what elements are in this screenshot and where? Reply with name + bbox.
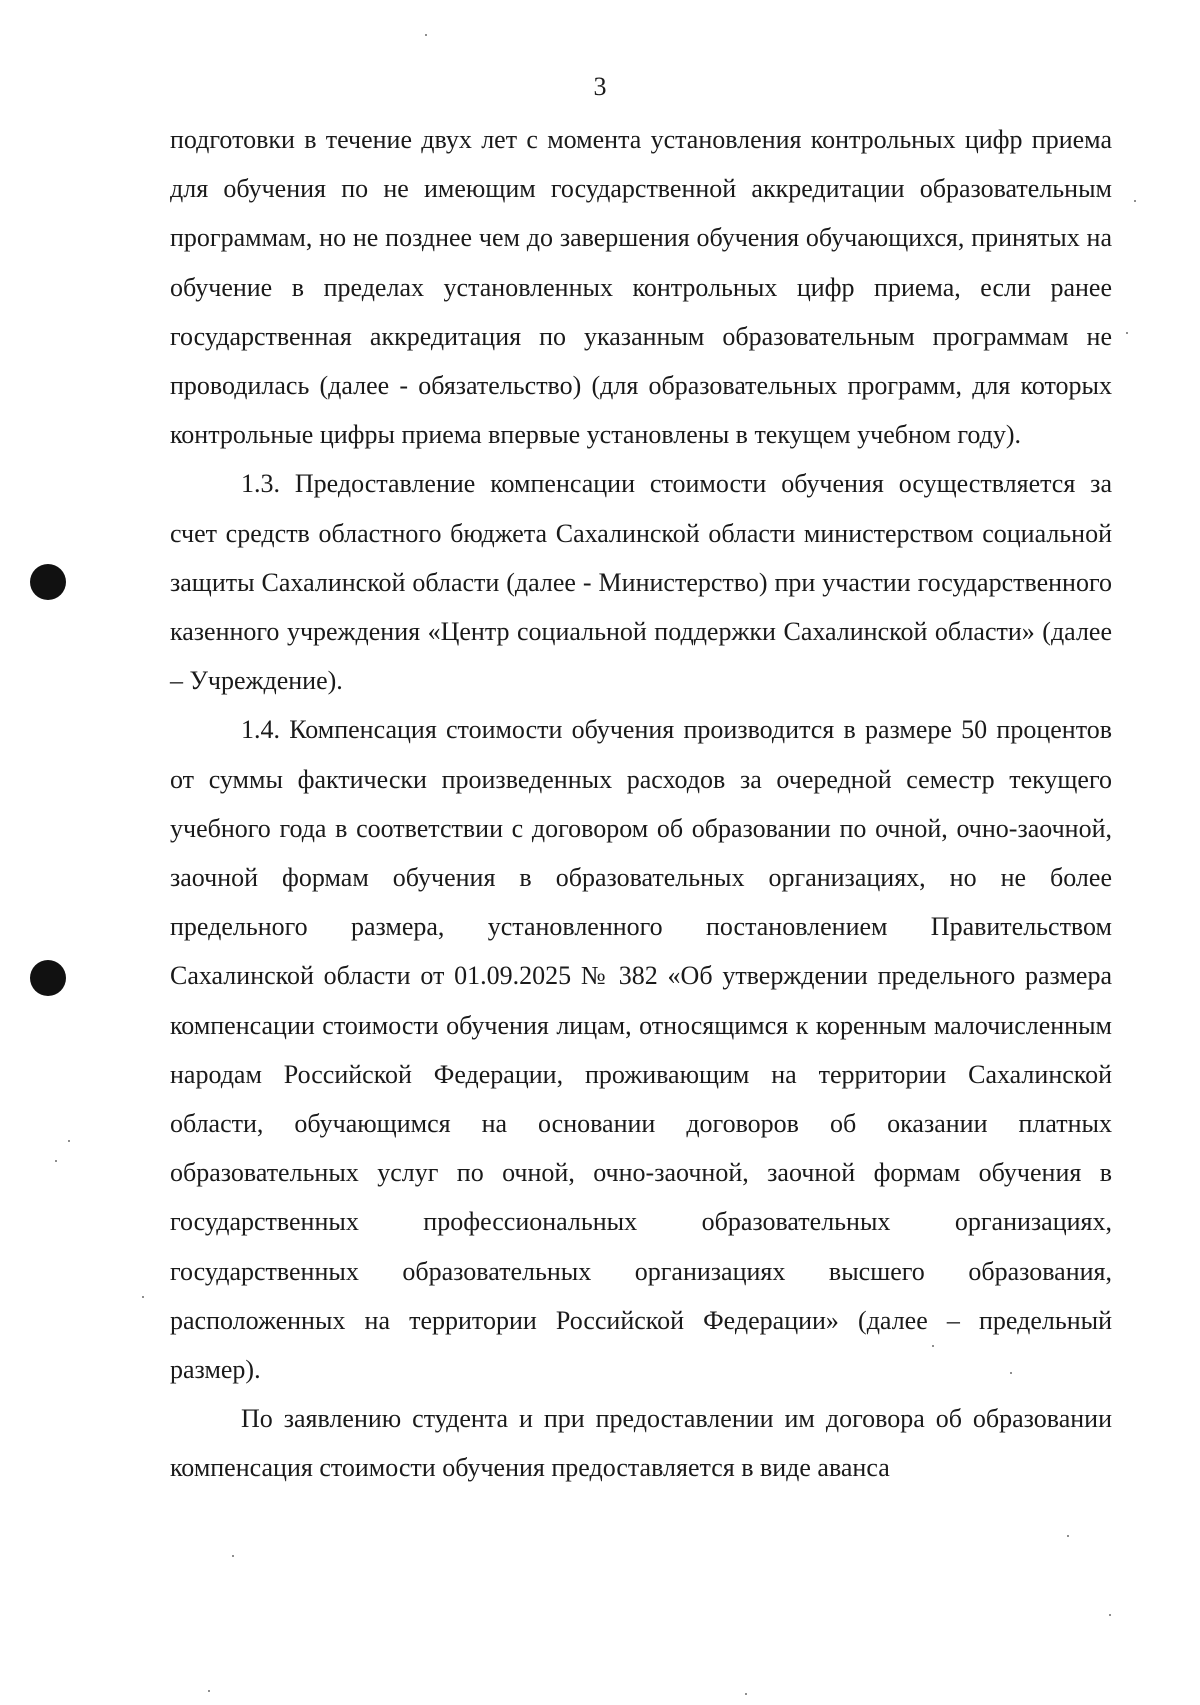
paragraph-1-3: 1.3. Предоставление компенсации стоимости обучения осуществляется за счет средств областного бюджета Сахалинской области министерством социальной защиты Сахалинской области (далее - Министерство) при участии государственного казенного учреждения «Центр социальной поддержки Сахалинской области» (далее – Учреждение). — [170, 469, 1112, 696]
scan-speck — [208, 1690, 210, 1692]
document-body — [170, 115, 1112, 1493]
punch-hole-icon — [30, 960, 66, 996]
scan-speck — [1010, 1372, 1012, 1374]
scan-speck — [68, 1140, 70, 1142]
scan-speck — [232, 1555, 234, 1557]
paragraph-advance: По заявлению студента и при предоставлении им договора об образовании компенсация стоимости обучения предоставляется в виде аванса — [170, 1404, 1112, 1483]
scan-speck — [1134, 200, 1136, 202]
paragraph-continuation: подготовки в течение двух лет с момента установления контрольных цифр приема для обучения по не имеющим государственной аккредитации образовательным программам, но не позднее чем до завершения обучения обучающихся, принятых на обучение в пределах установленных контрольных цифр приема, если ранее государственная аккредитация по указанным образовательным программам не проводилась (далее - обязательство) (для образовательных программ, для которых контрольные цифры приема впервые установлены в текущем учебном году). — [170, 125, 1112, 450]
page-number: 3 — [593, 72, 607, 101]
scan-speck — [1067, 1535, 1069, 1537]
scan-speck — [932, 1345, 934, 1347]
scan-speck — [142, 1296, 144, 1298]
paragraph-1-4: 1.4. Компенсация стоимости обучения производится в размере 50 процентов от суммы фактически произведенных расходов за очередной семестр текущего учебного года в соответствии с договором об образовании по очной, очно-заочной, заочной формам обучения в образовательных организациях, но не более предельного размера, установленного постановлением Правительством Сахалинской области от 01.09.2025 № 382 «Об утверждении предельного размера компенсации стоимости обучения лицам, относящимся к коренным малочисленным народам Российской Федерации, проживающим на территории Сахалинской области, обучающимся на основании договоров об оказании платных образовательных услуг по очной, очно-заочной, заочной формам обучения в государственных профессиональных образовательных организациях, государственных образовательных организациях высшего образования, расположенных на территории Российской Федерации» (далее – предельный размер). — [170, 715, 1112, 1385]
scan-speck — [55, 1160, 57, 1162]
scan-speck — [425, 34, 427, 36]
punch-hole-icon — [30, 564, 66, 600]
scan-speck — [1109, 1614, 1111, 1616]
scan-speck — [745, 1693, 747, 1695]
scan-speck — [1126, 332, 1128, 334]
